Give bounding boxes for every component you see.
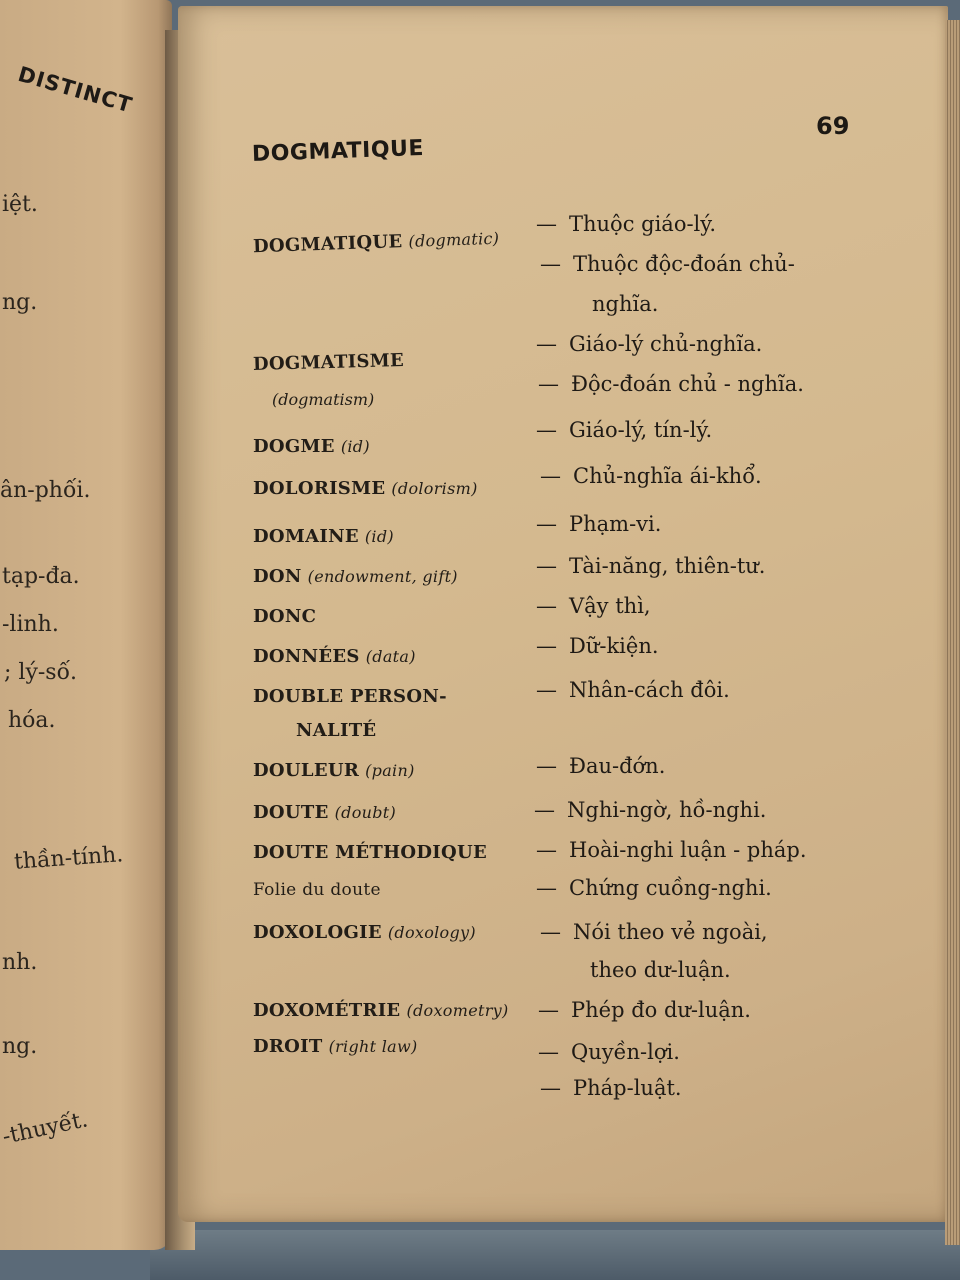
entry-term-alt: (dogmatism): [272, 390, 375, 409]
definition: — Đau-đớn.: [536, 754, 666, 778]
left-fragment: ; lý-số.: [4, 660, 78, 685]
definition: — Phạm-vi.: [536, 512, 662, 536]
entry-term: DOLORISME (dolorism): [253, 478, 478, 499]
entry-term: DONC: [253, 606, 317, 627]
entry-term: DOUBLE PERSON-: [253, 686, 447, 707]
definition: — Dữ-kiện.: [536, 634, 659, 658]
left-fragment: -thuyết.: [0, 1107, 91, 1150]
left-fragment: hóa.: [8, 708, 56, 733]
entry-term: DOUTE MÉTHODIQUE: [253, 842, 488, 863]
entry-term: DON (endowment, gift): [253, 566, 458, 587]
left-page-header: DISTINCT: [15, 62, 136, 118]
entry-term: DOUTE (doubt): [253, 802, 397, 823]
entry-term: DOGMATISME: [252, 350, 405, 375]
entry-term: DROIT (right law): [253, 1036, 418, 1057]
entry-term: DOGMATIQUE (dogmatic): [252, 228, 500, 258]
left-fragment: iệt.: [2, 192, 38, 217]
definition: — Chủ-nghĩa ái-khổ.: [540, 464, 762, 488]
definition: — Pháp-luật.: [540, 1076, 682, 1100]
definition: — Chứng cuồng-nghi.: [536, 876, 772, 900]
left-facing-page: [0, 0, 172, 1250]
definition: — Vậy thì,: [536, 594, 651, 618]
left-fragment: thần-tính.: [13, 842, 125, 875]
definition-continuation: nghĩa.: [592, 292, 659, 316]
definition: — Giáo-lý, tín-lý.: [536, 418, 713, 442]
entry-term: DOGME (id): [253, 436, 370, 457]
page-edges: [945, 20, 960, 1245]
definition: — Độc-đoán chủ - nghĩa.: [538, 372, 804, 396]
running-head: DOGMATIQUE: [251, 136, 425, 167]
left-fragment: ân-phối.: [0, 478, 91, 503]
entry-term: DOXOMÉTRIE (doxometry): [253, 1000, 509, 1021]
entry-term-continuation: NALITÉ: [296, 720, 377, 741]
definition: — Hoài-nghi luận - pháp.: [536, 838, 807, 862]
entry-term: DOXOLOGIE (doxology): [253, 922, 476, 943]
left-fragment: ng.: [2, 1034, 38, 1059]
definition: — Thuộc độc-đoán chủ-: [540, 252, 795, 276]
entry-term: DOMAINE (id): [253, 526, 394, 547]
left-fragment: tạp-đa.: [2, 564, 80, 589]
definition: — Tài-năng, thiên-tư.: [536, 554, 766, 578]
left-fragment: -linh.: [2, 612, 59, 637]
definition: — Nói theo vẻ ngoài,: [540, 920, 768, 944]
left-fragment: ng.: [2, 290, 38, 315]
definition: — Thuộc giáo-lý.: [536, 212, 717, 236]
entry-term: Folie du doute: [253, 880, 381, 900]
left-fragment: nh.: [2, 950, 38, 975]
entry-term: DONNÉES (data): [253, 646, 416, 667]
background-surface: [150, 1230, 960, 1280]
definition: — Giáo-lý chủ-nghĩa.: [536, 332, 763, 356]
definition: — Nhân-cách đôi.: [536, 678, 730, 702]
definition: — Nghi-ngờ, hồ-nghi.: [534, 798, 767, 822]
page-number: 69: [816, 112, 850, 140]
definition-continuation: theo dư-luận.: [590, 958, 731, 982]
entry-term: DOULEUR (pain): [253, 760, 415, 781]
definition: — Quyền-lợi.: [538, 1040, 680, 1064]
definition: — Phép đo dư-luận.: [538, 998, 751, 1022]
